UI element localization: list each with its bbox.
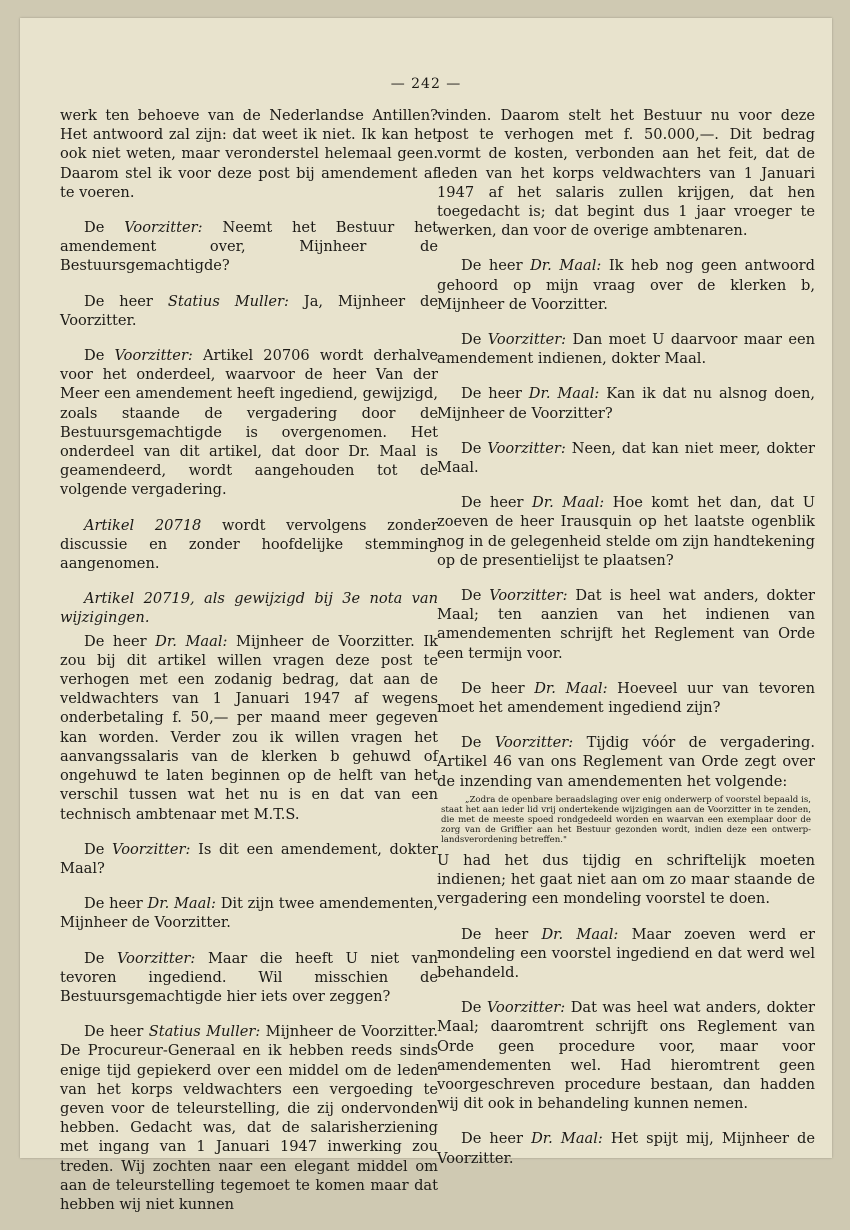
document-page xyxy=(20,18,832,1213)
article-heading: Artikel 20719, als gewijzigd bij 3e nota van wijzigingen. xyxy=(60,590,438,627)
speaker: De xyxy=(84,840,105,858)
speaker-role: Voorzitter: xyxy=(112,840,191,858)
speaker: De heer xyxy=(84,895,143,913)
speech-text: Het spijt mij, Mijnheer de Voorzitter. xyxy=(437,1130,816,1167)
regulation-quote xyxy=(441,795,811,845)
paragraph xyxy=(60,840,438,878)
speaker: De heer xyxy=(84,632,147,650)
paragraph: vinden. Daarom stelt het Bestuur nu voor deze post te verhogen met f. 50.000,—. Dit bedrag vormt de kosten, verbonden aan het feit, dat de leden van het korps veldwachters van 1 Januari 1947 af het salaris zullen krijgen, dat hen toegedacht is; dat begint dus 1 jaar vroeger te werken, dan voor de overige ambtenaren. xyxy=(437,107,815,240)
paragraph xyxy=(437,384,815,422)
paragraph xyxy=(437,733,815,791)
speaker-role: Dr. Maal: xyxy=(147,895,216,913)
speaker: De heer xyxy=(84,1023,144,1041)
paragraph: U had het dus tijdig en schriftelijk moeten indienen; het gaat niet aan om zo maar staande de vergadering een mondeling voorstel te doen. xyxy=(437,851,815,908)
speaker-role: Dr. Maal: xyxy=(530,257,602,275)
speech-text: Dit zijn twee amendementen, Mijnheer de Voorzitter. xyxy=(60,895,439,932)
paragraph xyxy=(60,292,438,330)
speaker-role: Voorzitter: xyxy=(114,347,193,365)
paragraph xyxy=(437,925,815,983)
speaker: De heer xyxy=(461,1130,524,1148)
speaker: De heer xyxy=(461,679,525,697)
speaker: De xyxy=(461,331,482,349)
speech-text: Hoeveel uur van tevoren moet het amendement ingediend zijn? xyxy=(437,679,815,717)
right-column xyxy=(437,106,815,1184)
paragraph xyxy=(60,218,438,276)
speaker: De heer xyxy=(461,925,529,943)
speaker-role: Voorzitter: xyxy=(494,734,574,752)
speech-text: Is dit een amendement, dokter Maal? xyxy=(60,840,438,877)
speaker: De xyxy=(84,219,105,237)
speech-text: Ja, Mijnheer de Voorzitter. xyxy=(60,292,439,329)
article-ref: Artikel 20718 xyxy=(84,516,202,534)
speech-text: Mijnheer de Voorzitter. Ik zou bij dit artikel willen vragen deze post te verhogen met een zodanig bedrag, dat aan de veldwachters van 1 Januari 1947 af wegens onderbetaling f. 50,— per maand meer gegeven kan worden. Verder zou ik willen vragen het aanvangssalaris van de klerken b gehuwd of ongehuwd te laten beginnen op de helft van het verschil tussen wat het nu is en dat van een technisch ambtenaar met M.T.S. xyxy=(60,632,439,823)
speech-text: Maar zoeven werd er mondeling een voorstel ingediend en dat werd wel behandeld. xyxy=(437,925,816,981)
speech-text: Mijnheer de Voorzitter. De Procureur-Generaal en ik hebben reeds sinds enige tijd gepiekerd over een middel om de leden van het korps veldwachters een vergoeding te geven voor de teleurstelling, die zij ondervonden hebben. Gedacht was, dat de salarisherziening met ingang van 1 Januari 1947 inwerking zou treden. Wij zochten naar een elegant middel om aan de teleurstelling tegemoet te komen maar dat hebben wij niet kunnen xyxy=(60,1023,439,1213)
speaker-role: Dr. Maal: xyxy=(532,494,605,512)
paragraph xyxy=(60,516,438,574)
paragraph xyxy=(437,1129,815,1167)
quote-text: „Zodra de openbare beraadslaging over enig onderwerp of voorstel bepaald is, staat het aan ieder lid vrij ondertekende wijzigingen aan de Voorzitter in te zenden, die met de meeste spoed rondgedeeld worden en waarvan een exemplaar door de zorg van de Griffier aan het Bestuur gezonden wordt, indien deze een ontwerp-landsverordening betreffen." xyxy=(441,794,811,845)
speech-text: Dan moet U daarvoor maar een amendement indienen, dokter Maal. xyxy=(437,331,816,368)
speaker-role: Voorzitter: xyxy=(487,331,567,349)
paragraph xyxy=(60,632,438,824)
speaker-role: Dr. Maal: xyxy=(541,925,619,943)
left-column xyxy=(60,106,438,1230)
paragraph xyxy=(437,439,815,477)
speech-text: Neemt het Bestuur het amendement over, Mijnheer de Bestuursgemachtigde? xyxy=(60,219,439,275)
speaker-role: Dr. Maal: xyxy=(155,632,228,650)
speaker-role: Voorzitter: xyxy=(489,587,568,605)
speaker: De heer xyxy=(84,292,153,310)
paragraph xyxy=(437,586,815,663)
speech-text: Tijdig vóór de vergadering. Artikel 46 van ons Reglement van Orde zegt over de inzending van amendementen het volgende: xyxy=(437,734,815,790)
speech-text: Kan ik dat nu alsnog doen, Mijnheer de Voorzitter? xyxy=(437,385,816,422)
paragraph xyxy=(60,1022,438,1214)
page-number: — 242 — xyxy=(390,76,462,92)
paragraph xyxy=(437,330,815,368)
speech-text: Neen, dat kan niet meer, dokter Maal. xyxy=(437,439,815,477)
paragraph xyxy=(437,998,815,1113)
speech-text: Ik heb nog geen antwoord gehoord op mijn vraag over de klerken b, Mijnheer de Voorzitter. xyxy=(437,257,815,313)
speaker-role: Statius Muller: xyxy=(167,292,289,310)
speaker: De heer xyxy=(461,257,523,275)
speech-text: Artikel 20706 wordt derhalve voor het onderdeel, waarvoor de heer Van der Meer een amendement heeft ingediend, gewijzigd, zoals staande de vergadering door de Bestuursgemachtigde is overgenomen. Het onderdeel van dit artikel, dat door Dr. Maal is geamendeerd, wordt aangehouden tot de volgende vergadering. xyxy=(60,347,439,499)
speaker: De xyxy=(461,587,482,605)
paragraph xyxy=(437,679,815,717)
speaker-role: Dr. Maal: xyxy=(534,679,608,697)
speaker: De xyxy=(461,734,482,752)
speaker: De xyxy=(461,439,482,457)
paragraph xyxy=(60,949,438,1007)
speech-text: Hoe komt het dan, dat U zoeven de heer Irausquin op het laatste ogenblik nog in de gelegenheid stelde om zijn handtekening op de presentielijst te plaatsen? xyxy=(437,494,816,569)
speech-text: Dat was heel wat anders, dokter Maal; daaromtrent schrijft ons Reglement van Orde geen procedure voor, maar voor amendementen wel. Had hieromtrent geen voorgeschreven procedure bestaan, dan hadden wij dit ook in behandeling kunnen nemen. xyxy=(437,999,816,1113)
speaker-role: Voorzitter: xyxy=(124,219,203,237)
speech-text: Maar die heeft U niet van tevoren ingediend. Wil misschien de Bestuursgemachtigde hier iets over zeggen? xyxy=(60,949,439,1005)
speaker-role: Voorzitter: xyxy=(486,999,566,1017)
speaker-role: Voorzitter: xyxy=(487,439,566,457)
speaker: De xyxy=(461,999,482,1017)
paragraph xyxy=(60,346,438,500)
speaker-role: Voorzitter: xyxy=(116,949,196,967)
paragraph-text: wordt vervolgens zonder discussie en zonder hoofdelijke stemming aangenomen. xyxy=(60,516,439,573)
paragraph xyxy=(437,493,815,570)
speaker: De xyxy=(84,949,105,967)
speech-text: Dat is heel wat anders, dokter Maal; ten aanzien van het indienen van amendementen schrijft het Reglement van Orde een termijn voor. xyxy=(437,587,816,662)
speaker-role: Dr. Maal: xyxy=(531,1130,603,1148)
speaker: De heer xyxy=(461,494,524,512)
speaker: De xyxy=(84,347,105,365)
speaker: De heer xyxy=(461,385,522,403)
speaker-role: Statius Muller: xyxy=(148,1023,261,1041)
speaker-role: Dr. Maal: xyxy=(528,385,600,403)
paragraph xyxy=(437,256,815,314)
paragraph xyxy=(60,894,438,932)
paragraph: werk ten behoeve van de Nederlandse Antillen? Het antwoord zal zijn: dat weet ik niet. Ik kan het ook niet weten, maar veronderstel helemaal geen. Daarom stel ik voor deze post bij amendement af te voeren. xyxy=(60,107,438,201)
